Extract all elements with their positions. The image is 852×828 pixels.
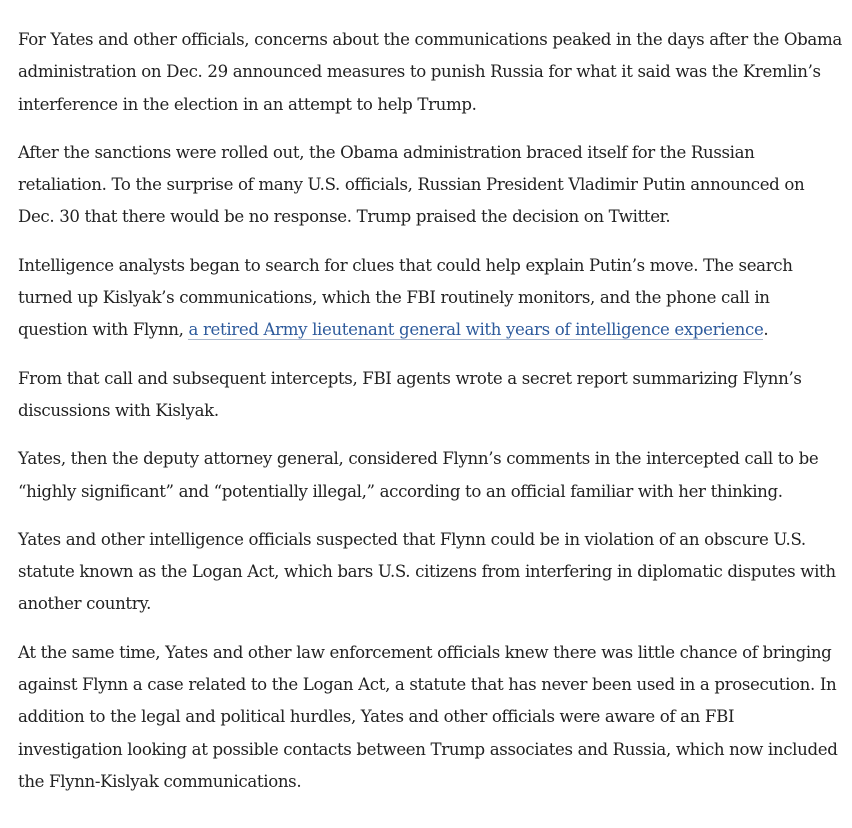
paragraph-3 [18, 250, 843, 347]
paragraph-3-text: Intelligence analysts began to search for clues that could help explain Putin’s move. The search turned up Kislyak’s communications, which the FBI routinely monitors, and the phone call in question with Flynn, [18, 255, 793, 340]
paragraph-1: For Yates and other officials, concerns about the communications peaked in the days after the Obama administration on Dec. 29 announced measures to punish Russia for what it said was the Kremlin’s interference in the election in an attempt to help Trump. [18, 30, 842, 114]
paragraph-2: After the sanctions were rolled out, the Obama administration braced itself for the Russian retaliation. To the surprise of many U.S. officials, Russian President Vladimir Putin announced on Dec. 30 that there would be no response. Trump praised the decision on Twitter. [18, 142, 805, 227]
paragraph-6: Yates and other intelligence officials suspected that Flynn could be in violation of an obscure U.S. statute known as the Logan Act, which bars U.S. citizens from interfering in diplomatic disputes with another country. [18, 529, 836, 614]
paragraph-7: At the same time, Yates and other law enforcement officials knew there was little chance of bringing against Flynn a case related to the Logan Act, a statute that has never been used in a prosecution. In addition to the legal and political hurdles, Yates and other officials were aware of an FBI investigation looking at possible contacts between Trump associates and Russia, which now included the Flynn-Kislyak communications. [18, 642, 838, 791]
paragraph-3-end: . [763, 320, 769, 340]
paragraph-5: Yates, then the deputy attorney general, considered Flynn’s comments in the intercepted call to be “highly significant” and “potentially illegal,” according to an official familiar with her thinking. [18, 449, 819, 501]
paragraph-4: From that call and subsequent intercepts, FBI agents wrote a secret report summarizing Flynn’s discussions with Kislyak. [18, 368, 802, 420]
intelligence-experience-link[interactable]: a retired Army lieutenant general with years of intelligence experience [188, 320, 764, 340]
